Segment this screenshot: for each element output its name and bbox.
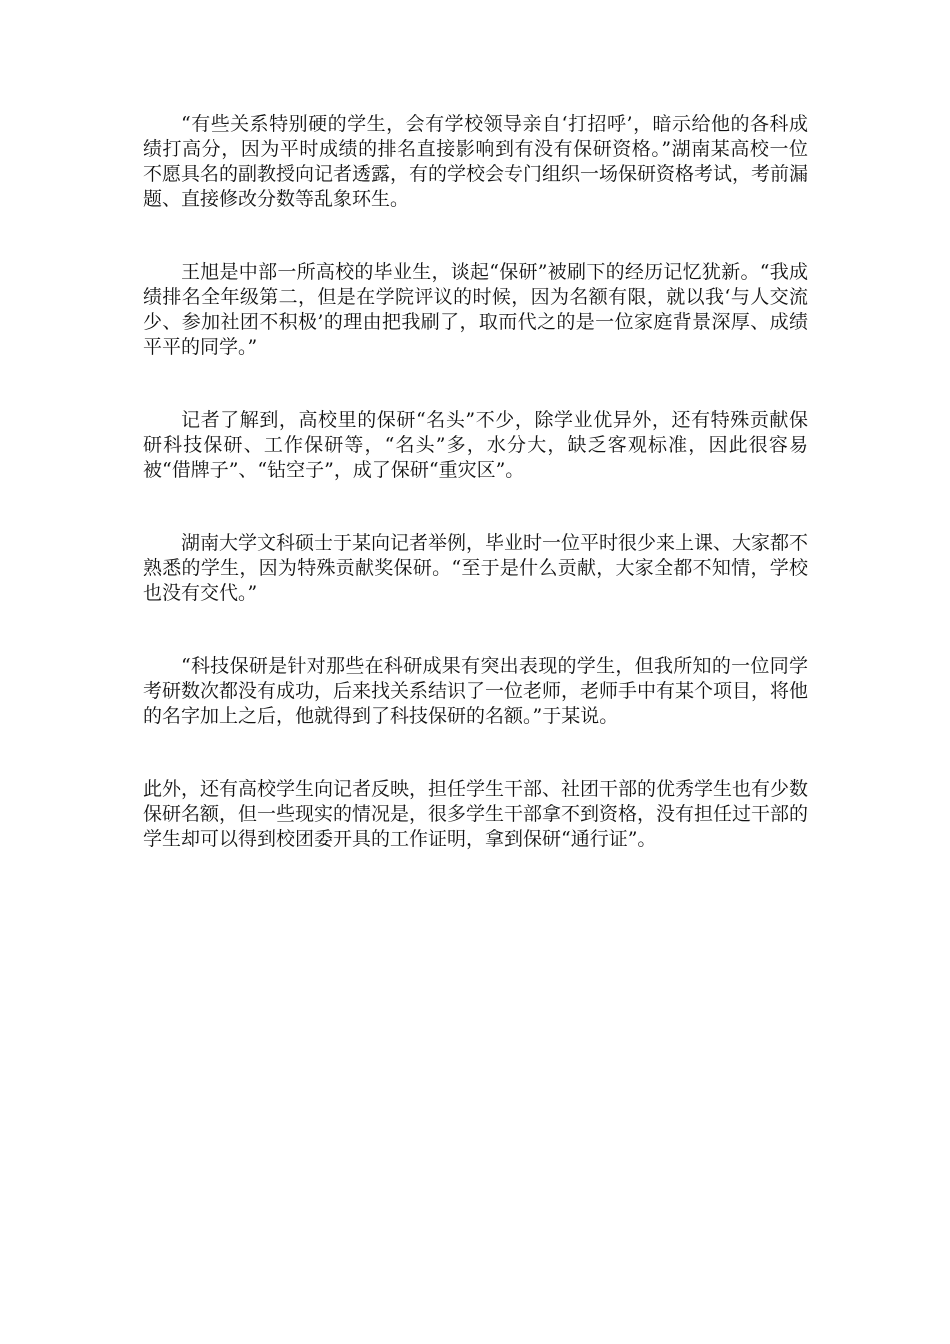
paragraph-1: “有些关系特别硬的学生，会有学校领导亲自‘打招呼’，暗示给他的各科成绩打高分，因为平时成绩的排名直接影响到有没有保研资格。”湖南某高校一位不愿具名的副教授向记者透露，有的学校会专门组织一场保研资格考试，考前漏题、直接修改分数等乱象环生。 [143,113,809,210]
paragraph-2: 王旭是中部一所高校的毕业生，谈起“保研”被刷下的经历记忆犹新。“我成绩排名全年级第二，但是在学院评议的时候，因为名额有限，就以我‘与人交流少、参加社团不积极’的理由把我刷了，取而代之的是一位家庭背景深厚、成绩平平的同学。” [143,261,808,358]
paragraph-3: 记者了解到，高校里的保研“名头”不少，除学业优异外，还有特殊贡献保研科技保研、工作保研等，“名头”多，水分大，缺乏客观标准，因此很容易被“借牌子”、“钻空子”，成了保研“重灾区”。 [143,409,808,481]
paragraph-6: 此外，还有高校学生向记者反映，担任学生干部、社团干部的优秀学生也有少数保研名额，但一些现实的情况是，很多学生干部拿不到资格，没有担任过干部的学生却可以得到校团委开具的工作证明，拿到保研“通行证”。 [143,778,809,850]
article-body [143,112,808,900]
paragraph-4: 湖南大学文科硕士于某向记者举例，毕业时一位平时很少来上课、大家都不熟悉的学生，因为特殊贡献奖保研。“至于是什么贡献，大家全都不知情，学校也没有交代。” [143,532,809,604]
paragraph-5: “科技保研是针对那些在科研成果有突出表现的学生，但我所知的一位同学考研数次都没有成功，后来找关系结识了一位老师，老师手中有某个项目，将他的名字加上之后，他就得到了科技保研的名额。”于某说。 [143,655,809,727]
